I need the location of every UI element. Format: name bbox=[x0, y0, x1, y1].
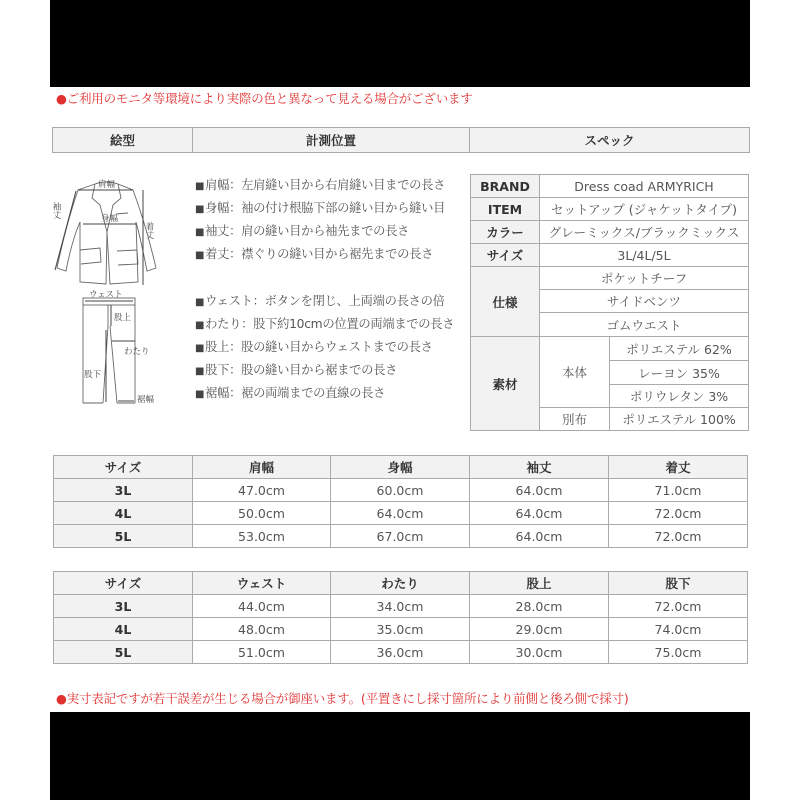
measure-separator: ： bbox=[229, 178, 242, 192]
jacket-label-shoulder: 肩幅 bbox=[98, 180, 116, 190]
size-cell: 4L bbox=[54, 618, 193, 641]
pants-label-hem: 裾幅 bbox=[137, 395, 155, 405]
measure-term: わたり bbox=[205, 317, 242, 331]
measure-separator: ： bbox=[229, 247, 242, 261]
pants-label-rise: 股上 bbox=[114, 313, 132, 323]
measure-item-shoulder bbox=[195, 174, 445, 197]
pants-size-table bbox=[53, 571, 748, 664]
value-cell: 75.0cm bbox=[609, 641, 748, 664]
square-bullet-icon: ■ bbox=[195, 250, 205, 261]
value-cell: 67.0cm bbox=[331, 525, 470, 548]
bottom-black-bar bbox=[50, 712, 750, 800]
pants-measurement-list bbox=[195, 290, 454, 405]
spec-label: 仕様 bbox=[471, 267, 540, 337]
measure-term: 肩幅 bbox=[205, 178, 230, 192]
pants-label-thigh: わたり bbox=[124, 347, 150, 357]
measure-desc: 股の縫い目からウェストまでの長さ bbox=[241, 340, 433, 354]
header-illustration: 絵型 bbox=[53, 128, 193, 153]
measurement-notice: ●実寸表記ですが若干誤差が生じる場合が御座います。(平置きにし採寸箇所により前側と後ろ側で採寸) bbox=[56, 691, 629, 706]
measure-item-body bbox=[195, 197, 445, 220]
spec-value: ポリウレタン 3% bbox=[610, 385, 749, 408]
jacket-icon bbox=[57, 182, 156, 284]
measure-term: 着丈 bbox=[205, 247, 230, 261]
measure-term: 袖丈 bbox=[205, 224, 230, 238]
measure-desc: 袖の付け根脇下部の縫い目から縫い目 bbox=[241, 201, 446, 215]
value-cell: 74.0cm bbox=[609, 618, 748, 641]
measure-desc: 股の縫い目から裾までの長さ bbox=[241, 363, 398, 377]
square-bullet-icon: ■ bbox=[195, 389, 205, 400]
spec-row-material bbox=[471, 337, 749, 361]
measure-item-inseam bbox=[195, 359, 454, 382]
column-header: 身幅 bbox=[331, 456, 470, 479]
measure-separator: ： bbox=[241, 317, 254, 331]
spec-label: カラー bbox=[471, 221, 540, 244]
value-cell: 36.0cm bbox=[331, 641, 470, 664]
garment-illustration bbox=[45, 160, 175, 410]
spec-value: レーヨン 35% bbox=[610, 361, 749, 385]
column-header: サイズ bbox=[54, 456, 193, 479]
jacket-measurement-list bbox=[195, 174, 445, 266]
table-row bbox=[54, 618, 748, 641]
value-cell: 50.0cm bbox=[193, 502, 331, 525]
spec-sublabel: 別布 bbox=[540, 408, 610, 431]
measure-term: ウェスト bbox=[205, 294, 253, 308]
value-cell: 30.0cm bbox=[470, 641, 609, 664]
value-cell: 44.0cm bbox=[193, 595, 331, 618]
spec-value: ポリエステル 100% bbox=[610, 408, 749, 431]
column-header: 着丈 bbox=[609, 456, 748, 479]
spec-row-size bbox=[471, 244, 749, 267]
value-cell: 64.0cm bbox=[331, 502, 470, 525]
spec-value: ポケットチーフ bbox=[540, 267, 749, 290]
table-header-row bbox=[54, 572, 748, 595]
table-row bbox=[54, 502, 748, 525]
measure-item-rise bbox=[195, 336, 454, 359]
square-bullet-icon: ■ bbox=[195, 297, 205, 308]
jacket-label-sleeve: 袖丈 bbox=[51, 202, 61, 219]
measure-separator: ： bbox=[252, 294, 265, 308]
column-header: わたり bbox=[331, 572, 470, 595]
measure-separator: ： bbox=[229, 386, 242, 400]
measure-term: 裾幅 bbox=[205, 386, 230, 400]
spec-value: グレーミックス/ブラックミックス bbox=[540, 221, 749, 244]
jacket-size-table bbox=[53, 455, 748, 548]
measure-item-hem bbox=[195, 382, 454, 405]
table-row bbox=[54, 595, 748, 618]
jacket-label-body: 身幅 bbox=[101, 214, 119, 224]
table-header-row bbox=[54, 456, 748, 479]
square-bullet-icon: ■ bbox=[195, 227, 205, 238]
spec-value: 3L/4L/5L bbox=[540, 244, 749, 267]
column-header: 袖丈 bbox=[470, 456, 609, 479]
measure-desc: 襟ぐりの縫い目から裾先までの長さ bbox=[241, 247, 434, 261]
jacket-label-length: 着丈 bbox=[144, 222, 154, 239]
column-header: サイズ bbox=[54, 572, 193, 595]
measure-separator: ： bbox=[229, 363, 242, 377]
value-cell: 64.0cm bbox=[470, 525, 609, 548]
color-notice: ●ご利用のモニタ等環境により実際の色と異なって見える場合がございます bbox=[56, 91, 473, 106]
measure-item-sleeve bbox=[195, 220, 445, 243]
spec-row-features bbox=[471, 267, 749, 290]
value-cell: 71.0cm bbox=[609, 479, 748, 502]
square-bullet-icon: ■ bbox=[195, 204, 205, 215]
square-bullet-icon: ■ bbox=[195, 343, 205, 354]
header-measure-position: 計測位置 bbox=[193, 128, 470, 153]
spec-label: ITEM bbox=[471, 198, 540, 221]
value-cell: 64.0cm bbox=[470, 479, 609, 502]
measure-separator: ： bbox=[229, 340, 242, 354]
spec-row-color bbox=[471, 221, 749, 244]
measure-separator: ： bbox=[229, 201, 242, 215]
table-row bbox=[54, 525, 748, 548]
measure-desc: 裾の両端までの直線の長さ bbox=[241, 386, 386, 400]
measure-item-thigh bbox=[195, 313, 454, 336]
measure-term: 身幅 bbox=[205, 201, 230, 215]
column-header: ウェスト bbox=[193, 572, 331, 595]
measure-term: 股上 bbox=[205, 340, 230, 354]
measure-desc: 左肩縫い目から右肩縫い目までの長さ bbox=[241, 178, 446, 192]
section-header-table bbox=[52, 127, 750, 153]
size-cell: 5L bbox=[54, 641, 193, 664]
spec-label: サイズ bbox=[471, 244, 540, 267]
size-cell: 4L bbox=[54, 502, 193, 525]
value-cell: 28.0cm bbox=[470, 595, 609, 618]
spec-row-item bbox=[471, 198, 749, 221]
value-cell: 35.0cm bbox=[331, 618, 470, 641]
spec-value: ゴムウエスト bbox=[540, 313, 749, 337]
spec-label: 素材 bbox=[471, 337, 540, 431]
spec-value: サイドベンツ bbox=[540, 290, 749, 313]
spec-table bbox=[470, 174, 749, 431]
measure-desc: ボタンを閉じ、上両端の長さの倍 bbox=[264, 294, 445, 308]
column-header: 肩幅 bbox=[193, 456, 331, 479]
spec-sublabel: 本体 bbox=[540, 337, 610, 408]
square-bullet-icon: ■ bbox=[195, 181, 205, 192]
spec-row-brand bbox=[471, 175, 749, 198]
square-bullet-icon: ■ bbox=[195, 320, 205, 331]
spec-label: BRAND bbox=[471, 175, 540, 198]
measure-separator: ： bbox=[229, 224, 242, 238]
pants-label-inseam: 股下 bbox=[84, 370, 102, 380]
value-cell: 51.0cm bbox=[193, 641, 331, 664]
measure-desc: 股下約10cmの位置の両端までの長さ bbox=[253, 317, 455, 331]
column-header: 股上 bbox=[470, 572, 609, 595]
top-black-bar bbox=[50, 0, 750, 87]
header-spec: スペック bbox=[470, 128, 750, 153]
value-cell: 29.0cm bbox=[470, 618, 609, 641]
value-cell: 72.0cm bbox=[609, 502, 748, 525]
column-header: 股下 bbox=[609, 572, 748, 595]
value-cell: 53.0cm bbox=[193, 525, 331, 548]
size-cell: 3L bbox=[54, 479, 193, 502]
value-cell: 34.0cm bbox=[331, 595, 470, 618]
spec-value: ポリエステル 62% bbox=[610, 337, 749, 361]
value-cell: 64.0cm bbox=[470, 502, 609, 525]
value-cell: 72.0cm bbox=[609, 595, 748, 618]
table-row bbox=[54, 479, 748, 502]
square-bullet-icon: ■ bbox=[195, 366, 205, 377]
size-cell: 3L bbox=[54, 595, 193, 618]
value-cell: 47.0cm bbox=[193, 479, 331, 502]
measure-item-waist bbox=[195, 290, 454, 313]
measure-item-length bbox=[195, 243, 445, 266]
value-cell: 48.0cm bbox=[193, 618, 331, 641]
pants-label-waist: ウェスト bbox=[89, 290, 123, 300]
measure-term: 股下 bbox=[205, 363, 230, 377]
measure-desc: 肩の縫い目から袖先までの長さ bbox=[241, 224, 410, 238]
table-row bbox=[54, 641, 748, 664]
spec-value: セットアップ (ジャケットタイプ) bbox=[540, 198, 749, 221]
spec-value: Dress coad ARMYRICH bbox=[540, 175, 749, 198]
value-cell: 60.0cm bbox=[331, 479, 470, 502]
value-cell: 72.0cm bbox=[609, 525, 748, 548]
size-cell: 5L bbox=[54, 525, 193, 548]
